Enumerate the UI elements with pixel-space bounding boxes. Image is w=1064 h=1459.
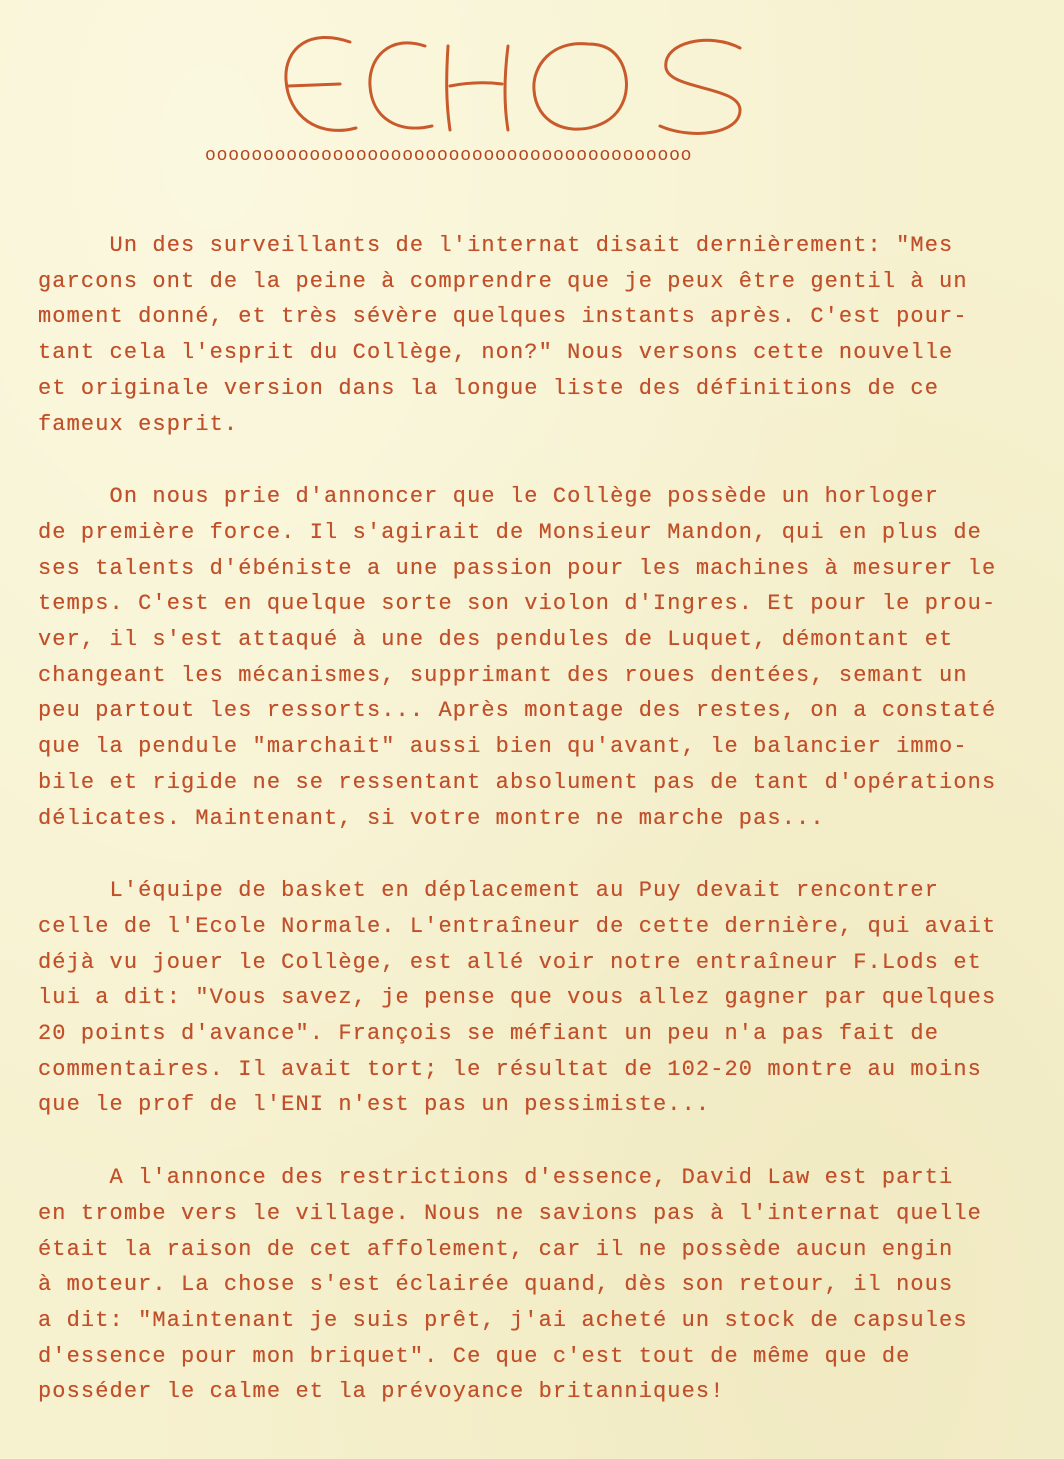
text-line: peu partout les ressorts... Après montage des restes, on a constaté [38, 698, 997, 724]
text-line: que le prof de l'ENI n'est pas un pessimiste... [38, 1092, 711, 1118]
text-line: ver, il s'est attaqué à une des pendules de Luquet, démontant et [38, 627, 954, 653]
paragraph-2 [38, 479, 1038, 836]
text-line: d'essence pour mon briquet". Ce que c'est tout de même que de [38, 1343, 911, 1369]
text-line: délicates. Maintenant, si votre montre ne marche pas... [38, 805, 825, 831]
paragraph-4 [38, 1160, 1038, 1410]
text-line: On nous prie d'annoncer que le Collège possède un horloger [38, 484, 940, 510]
text-line: 20 points d'avance". François se méfiant un peu n'a pas fait de [38, 1021, 940, 1047]
text-line: fameux esprit. [38, 411, 239, 437]
text-line: commentaires. Il avait tort; le résultat de 102-20 montre au moins [38, 1056, 982, 1082]
text-line: tant cela l'esprit du Collège, non?" Nous versons cette nouvelle [38, 340, 954, 366]
text-line: Un des surveillants de l'internat disait dernièrement: "Mes [38, 233, 954, 258]
article-body [38, 228, 1038, 1447]
text-line: temps. C'est en quelque sorte son violon d'Ingres. Et pour le prou- [38, 591, 997, 617]
text-line: bile et rigide ne se ressentant absolument pas de tant d'opérations [38, 769, 997, 795]
paragraph-3 [38, 873, 1038, 1123]
text-line: garcons ont de la peine à comprendre que je peux être gentil à un [38, 268, 968, 294]
text-line: lui a dit: "Vous savez, je pense que vous allez gagner par quelques [38, 985, 997, 1011]
text-line: posséder le calme et la prévoyance britanniques! [38, 1379, 725, 1405]
text-line: celle de l'Ecole Normale. L'entraîneur de cette dernière, qui avait [38, 913, 997, 939]
text-line: A l'annonce des restrictions d'essence, David Law est parti [38, 1165, 954, 1191]
text-line: et originale version dans la longue liste des définitions de ce [38, 375, 940, 401]
text-line: en trombe vers le village. Nous ne savions pas à l'internat quelle [38, 1200, 982, 1226]
text-line: déjà vu jouer le Collège, est allé voir notre entraîneur F.Lods et [38, 949, 982, 975]
text-line: ses talents d'ébéniste a une passion pour les machines à mesurer le [38, 555, 997, 581]
paragraph-1 [38, 228, 1038, 442]
text-line: changeant les mécanismes, supprimant des roues dentées, semant un [38, 662, 968, 688]
page-title [270, 28, 770, 143]
text-line: L'équipe de basket en déplacement au Puy devait rencontrer [38, 878, 940, 904]
title-lettering [270, 28, 770, 143]
text-line: était la raison de cet affolement, car il ne possède aucun engin [38, 1236, 954, 1262]
text-line: à moteur. La chose s'est éclairée quand, dès son retour, il nous [38, 1272, 954, 1298]
text-line: a dit: "Maintenant je suis prêt, j'ai acheté un stock de capsules [38, 1307, 968, 1333]
ornamental-rule: oooooooooooooooooooooooooooooooooooooooooo [205, 146, 693, 166]
text-line: de première force. Il s'agirait de Monsieur Mandon, qui en plus de [38, 519, 982, 545]
text-line: que la pendule "marchait" aussi bien qu'avant, le balancier immo- [38, 734, 968, 760]
text-line: moment donné, et très sévère quelques instants après. C'est pour- [38, 304, 968, 330]
